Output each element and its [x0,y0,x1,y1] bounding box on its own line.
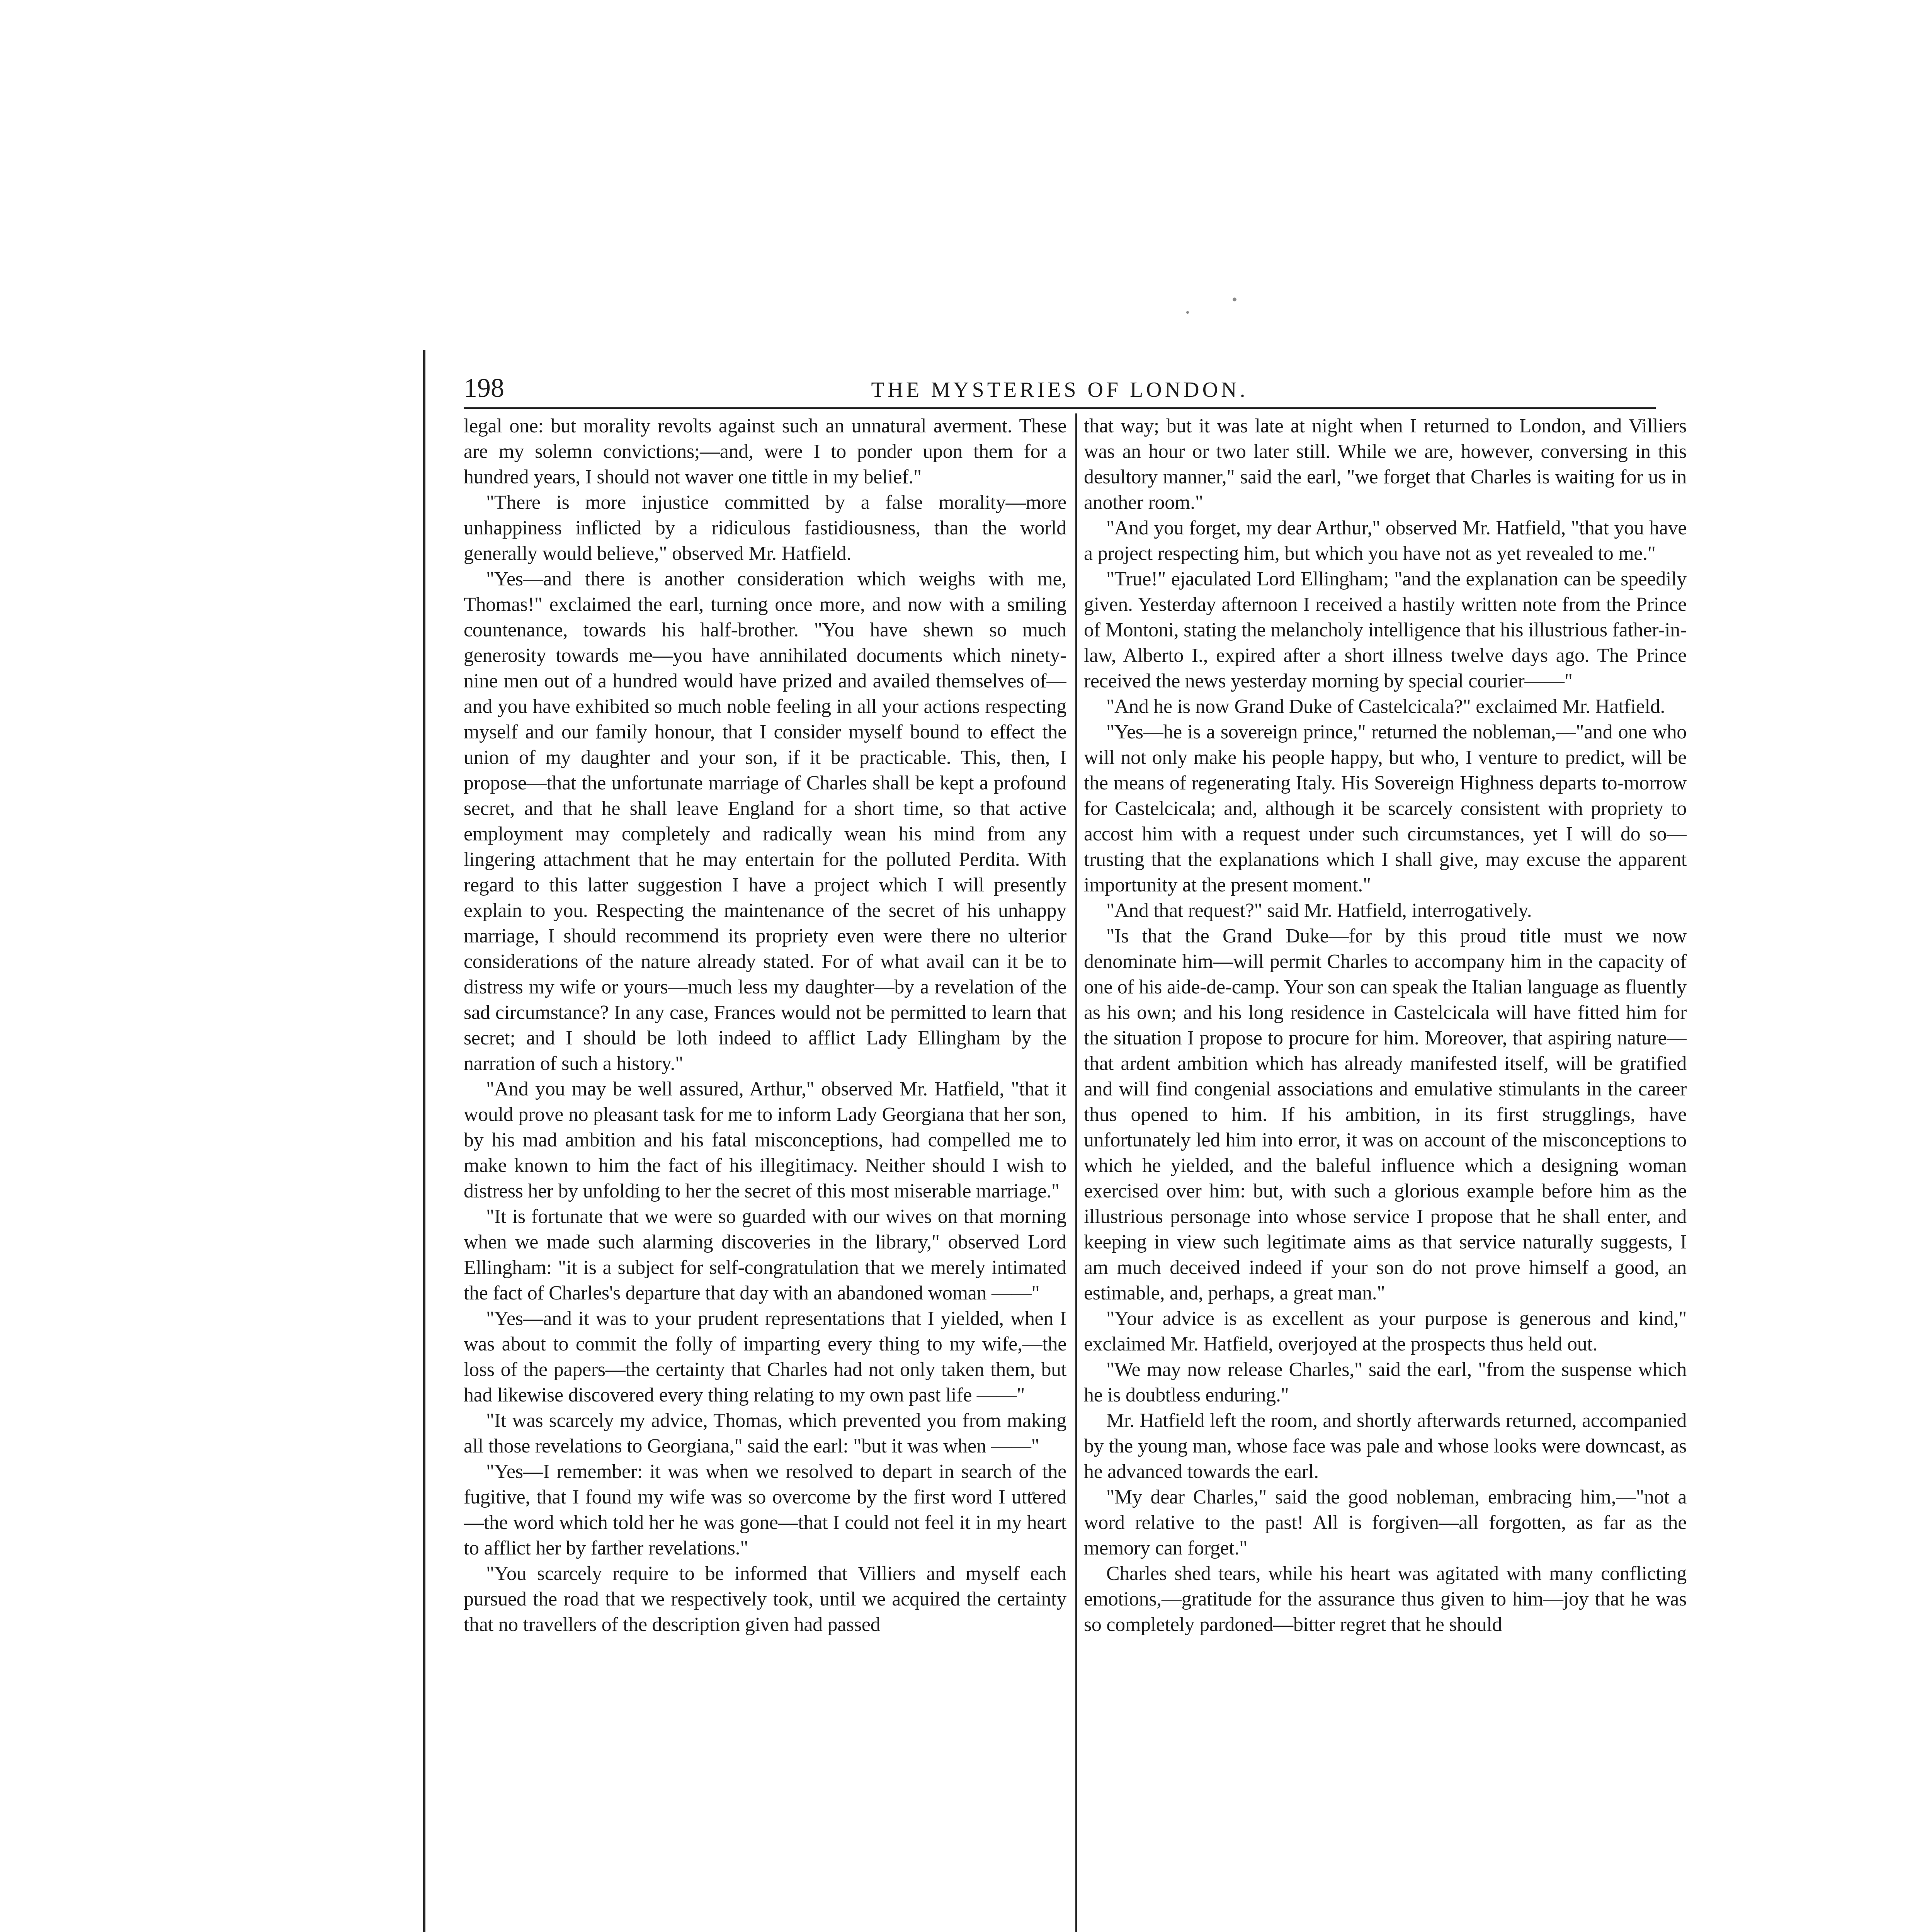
header-rule [464,407,1656,409]
left-column [464,413,1066,1932]
right-column [1084,413,1687,1932]
paragraph: "There is more injustice committed by a false morality—more unhappiness inflicted by a ridiculous fastidiousness, than the world generally would believe," observed Mr. Hatfield. [464,492,1066,565]
paragraph: that way; but it was late at night when I returned to London, and Villiers was an hour or two later still. While we are, however, conversing in this desultory manner," said the earl, "we forget that Charles is waiting for us in another room." [1084,415,1687,514]
paragraph: "Is that the Grand Duke—for by this proud title must we now denominate him—will permit Charles to accompany him in the capacity of one of his aide-de-camp. Your son can speak the Italian language as fluently as his own; and his long residence in Castelcicala will have fitted him for the situation I propose to procure for him. Moreover, that aspiring nature—that ardent ambition which has already manifested itself, will be gratified and will find congenial associations and emulative stimulants in the career thus opened to him. If his ambition, in its first strugglings, have unfortunately led him into error, it was on account of the misconceptions to which he yielded, and the baleful influence which a designing woman exercised over him: but, with such a glorious example before him as the illustrious personage into whose service I propose that he shall enter, and keeping in view such legitimate aims as that service naturally suggests, I am much deceived indeed if your son do not prove himself a good, an estimable, and, perhaps, a great man." [1084,925,1687,1304]
paragraph: "It was scarcely my advice, Thomas, which prevented you from making all those revelations to Georgiana," said the earl: "but it was when ——" [464,1410,1066,1457]
paragraph: "It is fortunate that we were so guarded with our wives on that morning when we made such alarming discoveries in the library," observed Lord Ellingham: "it is a subject for self-congratulation that we merely intimated the fact of Charles's departure that day with an abandoned woman ——" [464,1206,1066,1304]
paragraph: "True!" ejaculated Lord Ellingham; "and the explanation can be speedily given. Yesterday afternoon I received a hastily written note from the Prince of Montoni, stating the melancholy intelligence that his illustrious father-in-law, Alberto I., expired after a short illness twelve days ago. The Prince received the news yesterday morning by special courier——" [1084,568,1687,692]
paragraph: legal one: but morality revolts against such an unnatural averment. These are my solemn convictions;—and, were I to ponder upon them for a hundred years, I should not waver one tittle in my belief." [464,415,1066,488]
running-title: THE MYSTERIES OF LONDON. [871,378,1248,402]
book-page [423,350,1687,1932]
paragraph: "Yes—and there is another consideration which weighs with me, Thomas!" exclaimed the earl, turning once more, and now with a smiling countenance, towards his half-brother. "You have shewn so much generosity towards me—you have annihilated documents which ninety-nine men out of a hundred would have prized and availed themselves of—and you have exhibited so much noble feeling in all your actions respecting myself and our family honour, that I consider myself bound to effect the union of my daughter and your son, if it be practicable. This, then, I propose—that the unfortunate marriage of Charles shall be kept a profound secret, and that he shall leave England for a short time, so that active employment may completely and radically wean his mind from any lingering attachment that he may entertain for the polluted Perdita. With regard to this latter suggestion I have a project which I will presently explain to you. Respecting the maintenance of the secret of his unhappy marriage, I should recommend its propriety even were there no ulterior considerations of the nature already stated. For of what avail can it be to distress my wife or yours—much less my daughter—by a revelation of the sad circumstance? In any case, Frances would not be permitted to learn that secret; and I should be loth indeed to afflict Lady Ellingham by the narration of such a history." [464,568,1066,1075]
paragraph: Charles shed tears, while his heart was agitated with many conflicting emotions,—gratitude for the assurance thus given to him—joy that he was so completely pardoned—bitter regret that he should [1084,1563,1687,1636]
running-header [464,373,1656,404]
scan-speck [1186,311,1189,314]
page-number: 198 [464,373,504,403]
paragraph: "We may now release Charles," said the earl, "from the suspense which he is doubtless enduring." [1084,1359,1687,1406]
paragraph: "Your advice is as excellent as your purpose is generous and kind," exclaimed Mr. Hatfield, overjoyed at the prospects thus held out. [1084,1308,1687,1355]
paragraph: "And you may be well assured, Arthur," observed Mr. Hatfield, "that it would prove no pleasant task for me to inform Lady Georgiana that her son, by his mad ambition and his fatal misconceptions, had compelled me to make known to him the fact of his illegitimacy. Neither should I wish to distress her by unfolding to her the secret of this most miserable marriage." [464,1078,1066,1202]
paragraph: "And that request?" said Mr. Hatfield, interrogatively. [1106,900,1532,922]
column-divider [1075,413,1077,1932]
paragraph: "My dear Charles," said the good nobleman, embracing him,—"not a word relative to the past! All is forgiven—all forgotten, as far as the memory can forget." [1084,1486,1687,1559]
scan-speck [1233,298,1236,301]
paragraph: "And you forget, my dear Arthur," observed Mr. Hatfield, "that you have a project respecting him, but which you have not as yet revealed to me." [1084,517,1687,565]
paragraph: Mr. Hatfield left the room, and shortly afterwards returned, accompanied by the young man, whose face was pale and whose looks were downcast, as he advanced towards the earl. [1084,1410,1687,1483]
paragraph: "Yes—I remember: it was when we resolved to depart in search of the fugitive, that I found my wife was so overcome by the first word I uttered—the word which told her he was gone—that I could not feel it in my heart to afflict her by farther revelations." [464,1461,1066,1559]
paragraph: "You scarcely require to be informed that Villiers and myself each pursued the road that we respectively took, until we acquired the certainty that no travellers of the description given had passed [464,1563,1066,1636]
paragraph: "Yes—and it was to your prudent representations that I yielded, when I was about to commit the folly of imparting every thing to my wife,—the loss of the papers—the certainty that Charles had not only taken them, but had likewise discovered every thing relating to my own past life ——" [464,1308,1066,1406]
paragraph: "Yes—he is a sovereign prince," returned the nobleman,—"and one who will not only make his people happy, but who, I venture to predict, will be the means of regenerating Italy. His Sovereign Highness departs to-morrow for Castelcicala; and, although it be scarcely consistent with propriety to accost him with a request under such circumstances, yet I will do so—trusting that the explanations which I shall give, may excuse the apparent importunity at the present moment." [1084,721,1687,896]
page-left-border [423,350,425,1932]
paragraph: "And he is now Grand Duke of Castelcicala?" exclaimed Mr. Hatfield. [1106,696,1665,718]
